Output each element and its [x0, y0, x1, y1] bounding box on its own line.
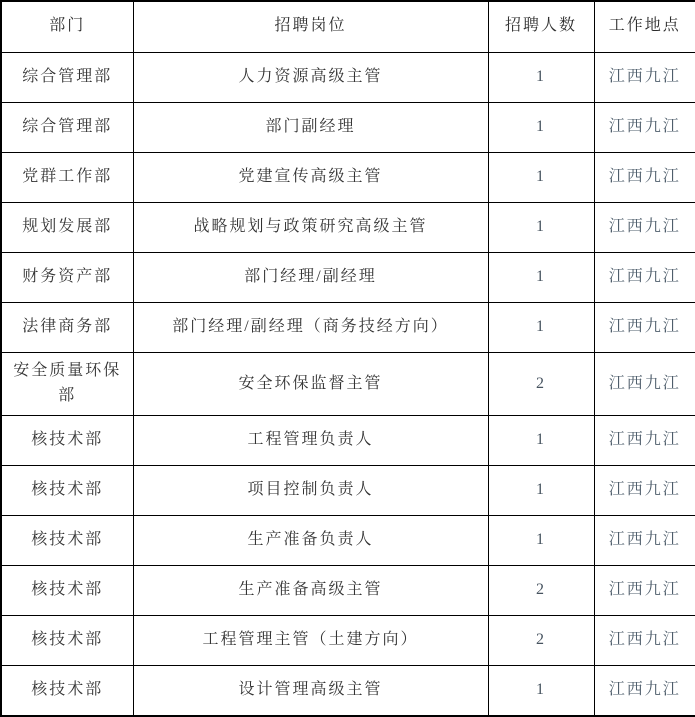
header-department: 部门	[1, 1, 133, 52]
cell-location: 江西九江	[594, 616, 695, 666]
cell-position: 工程管理负责人	[133, 415, 488, 465]
header-position: 招聘岗位	[133, 1, 488, 52]
cell-location: 江西九江	[594, 353, 695, 415]
table-row	[1, 102, 695, 152]
table-row	[1, 666, 695, 716]
cell-location: 江西九江	[594, 152, 695, 202]
cell-position: 安全环保监督主管	[133, 353, 488, 415]
cell-location: 江西九江	[594, 303, 695, 353]
cell-headcount: 1	[488, 515, 594, 565]
cell-location: 江西九江	[594, 415, 695, 465]
cell-headcount: 1	[488, 202, 594, 252]
cell-department: 综合管理部	[1, 52, 133, 102]
cell-headcount: 1	[488, 102, 594, 152]
cell-headcount: 1	[488, 465, 594, 515]
cell-headcount: 1	[488, 253, 594, 303]
cell-location: 江西九江	[594, 202, 695, 252]
cell-headcount: 2	[488, 616, 594, 666]
cell-location: 江西九江	[594, 565, 695, 615]
cell-headcount: 2	[488, 353, 594, 415]
cell-position: 项目控制负责人	[133, 465, 488, 515]
cell-department: 核技术部	[1, 465, 133, 515]
table-row	[1, 565, 695, 615]
cell-position: 工程管理主管（土建方向）	[133, 616, 488, 666]
cell-headcount: 1	[488, 152, 594, 202]
cell-location: 江西九江	[594, 253, 695, 303]
table-row	[1, 353, 695, 415]
table-row	[1, 303, 695, 353]
table-row	[1, 515, 695, 565]
cell-headcount: 1	[488, 303, 594, 353]
cell-department: 核技术部	[1, 565, 133, 615]
cell-department: 安全质量环保部	[1, 353, 133, 415]
cell-position: 部门经理/副经理（商务技经方向）	[133, 303, 488, 353]
header-headcount: 招聘人数	[488, 1, 594, 52]
header-location: 工作地点	[594, 1, 695, 52]
cell-headcount: 1	[488, 52, 594, 102]
cell-position: 党建宣传高级主管	[133, 152, 488, 202]
cell-position: 战略规划与政策研究高级主管	[133, 202, 488, 252]
cell-location: 江西九江	[594, 666, 695, 716]
cell-headcount: 1	[488, 666, 594, 716]
cell-position: 生产准备高级主管	[133, 565, 488, 615]
table-row	[1, 202, 695, 252]
table-row	[1, 52, 695, 102]
cell-location: 江西九江	[594, 52, 695, 102]
cell-department: 法律商务部	[1, 303, 133, 353]
cell-department: 核技术部	[1, 515, 133, 565]
table-row	[1, 616, 695, 666]
cell-location: 江西九江	[594, 465, 695, 515]
cell-location: 江西九江	[594, 102, 695, 152]
cell-department: 党群工作部	[1, 152, 133, 202]
cell-position: 生产准备负责人	[133, 515, 488, 565]
cell-position: 人力资源高级主管	[133, 52, 488, 102]
cell-location: 江西九江	[594, 515, 695, 565]
cell-department: 规划发展部	[1, 202, 133, 252]
cell-department: 综合管理部	[1, 102, 133, 152]
table-header-row	[1, 1, 695, 52]
table-row	[1, 152, 695, 202]
cell-department: 核技术部	[1, 666, 133, 716]
cell-position: 设计管理高级主管	[133, 666, 488, 716]
table-row	[1, 415, 695, 465]
cell-headcount: 1	[488, 415, 594, 465]
table-row	[1, 253, 695, 303]
cell-position: 部门副经理	[133, 102, 488, 152]
cell-department: 财务资产部	[1, 253, 133, 303]
cell-position: 部门经理/副经理	[133, 253, 488, 303]
table-row	[1, 465, 695, 515]
cell-department: 核技术部	[1, 616, 133, 666]
cell-headcount: 2	[488, 565, 594, 615]
cell-department: 核技术部	[1, 415, 133, 465]
